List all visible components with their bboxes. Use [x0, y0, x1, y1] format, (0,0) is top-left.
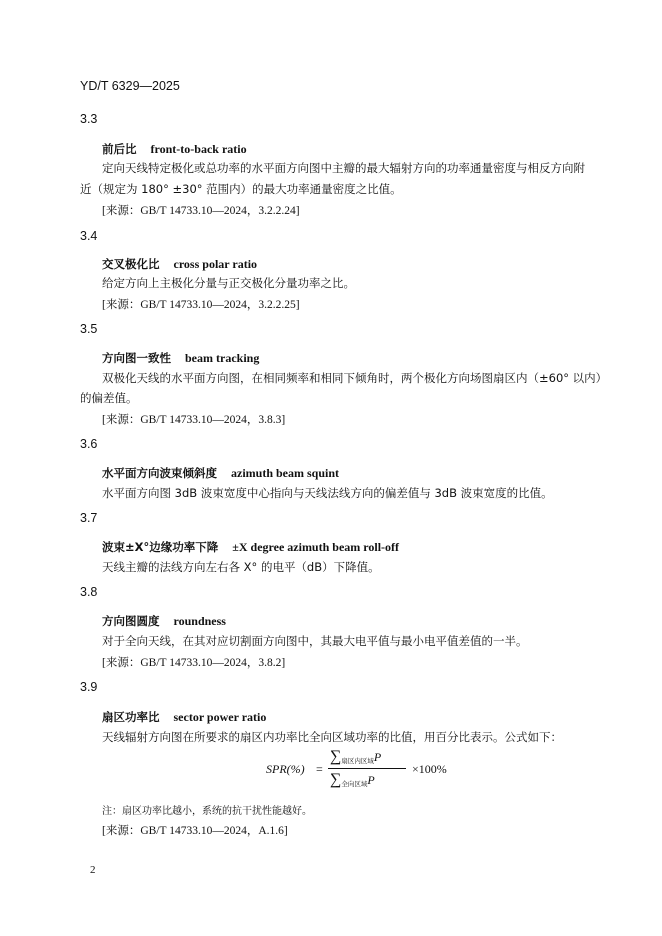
term-zh: 交叉极化比	[102, 257, 160, 271]
term-heading	[102, 613, 226, 629]
document-id-header: YD/T 6329—2025	[80, 79, 180, 93]
clause-number: 3.9	[80, 680, 98, 694]
definition-line: 天线辐射方向图在所要求的扇区内功率比全向区域功率的比值，用百分比表示。公式如下：	[102, 730, 562, 744]
clause-number: 3.3	[80, 112, 98, 126]
sum-symbol: ∑	[330, 748, 342, 765]
source-citation: [来源：GB/T 14733.10—2024，3.2.2.24]	[102, 205, 300, 217]
term-en: beam tracking	[185, 351, 260, 365]
fraction-bar	[328, 768, 406, 769]
formula-numerator	[330, 748, 381, 766]
formula-fraction	[328, 748, 408, 788]
term-heading	[102, 350, 259, 366]
term-zh: 扇区功率比	[102, 710, 160, 724]
term-en: roundness	[173, 614, 226, 628]
term-en: sector power ratio	[173, 710, 267, 724]
term-heading	[102, 709, 266, 725]
note-text: 注：扇区功率比越小，系统的抗干扰性能越好。	[102, 806, 312, 817]
source-citation: [来源：GB/T 14733.10—2024，3.8.3]	[102, 414, 286, 426]
term-zh: 前后比	[102, 142, 137, 156]
formula-rhs: ×100%	[412, 762, 447, 776]
page-number: 2	[90, 864, 96, 876]
term-zh: 水平面方向波束倾斜度	[102, 466, 217, 480]
term-zh: 方向图圆度	[102, 614, 160, 628]
formula-denominator	[330, 771, 375, 789]
definition-line: 给定方向上主极化分量与正交极化分量功率之比。	[102, 276, 355, 290]
source-citation: [来源：GB/T 14733.10—2024，A.1.6]	[102, 825, 288, 837]
definition-line: 水平面方向图 3dB 波束宽度中心指向与天线法线方向的偏差值与 3dB 波束宽度的比值。	[102, 486, 553, 500]
term-en: front-to-back ratio	[150, 142, 247, 156]
clause-number: 3.5	[80, 322, 98, 336]
clause-number: 3.8	[80, 585, 98, 599]
term-en: ±X degree azimuth beam roll-off	[232, 540, 400, 554]
term-heading	[102, 141, 247, 157]
term-heading	[102, 256, 257, 272]
term-en: azimuth beam squint	[231, 466, 340, 480]
term-en: cross polar ratio	[173, 257, 258, 271]
source-citation: [来源：GB/T 14733.10—2024，3.8.2]	[102, 657, 286, 669]
term-zh: 方向图一致性	[102, 351, 171, 365]
term-heading	[102, 539, 399, 555]
numerator-variable: P	[373, 750, 382, 764]
term-zh: 波束±X°边缘功率下降	[102, 540, 219, 554]
sum-symbol: ∑	[330, 771, 342, 788]
denominator-subscript: 全向区域	[341, 780, 368, 788]
definition-line: 定向天线特定极化或总功率的水平面方向图中主瓣的最大辐射方向的功率通量密度与相反方向附	[102, 161, 585, 175]
definition-line: 对于全向天线，在其对应切割面方向图中，其最大电平值与最小电平值差值的一半。	[102, 634, 528, 648]
term-heading	[102, 465, 339, 481]
formula-lhs: SPR(%)	[266, 762, 305, 776]
spr-formula	[266, 748, 447, 788]
denominator-variable: P	[367, 773, 375, 787]
clause-number: 3.6	[80, 437, 98, 451]
source-citation: [来源：GB/T 14733.10—2024，3.2.2.25]	[102, 299, 300, 311]
definition-line: 近（规定为 180° ±30° 范围内）的最大功率通量密度之比值。	[80, 182, 402, 196]
formula-equals: =	[316, 762, 323, 776]
definition-line: 天线主瓣的法线方向左右各 X° 的电平（dB）下降值。	[102, 560, 380, 574]
clause-number: 3.4	[80, 229, 98, 243]
definition-line: 双极化天线的水平面方向图，在相同频率和相同下倾角时，两个极化方向场图扇区内（±60° 以内）	[102, 371, 608, 385]
numerator-subscript: 扇区内区域	[341, 757, 374, 765]
clause-number: 3.7	[80, 511, 98, 525]
definition-line: 的偏差值。	[80, 391, 138, 405]
